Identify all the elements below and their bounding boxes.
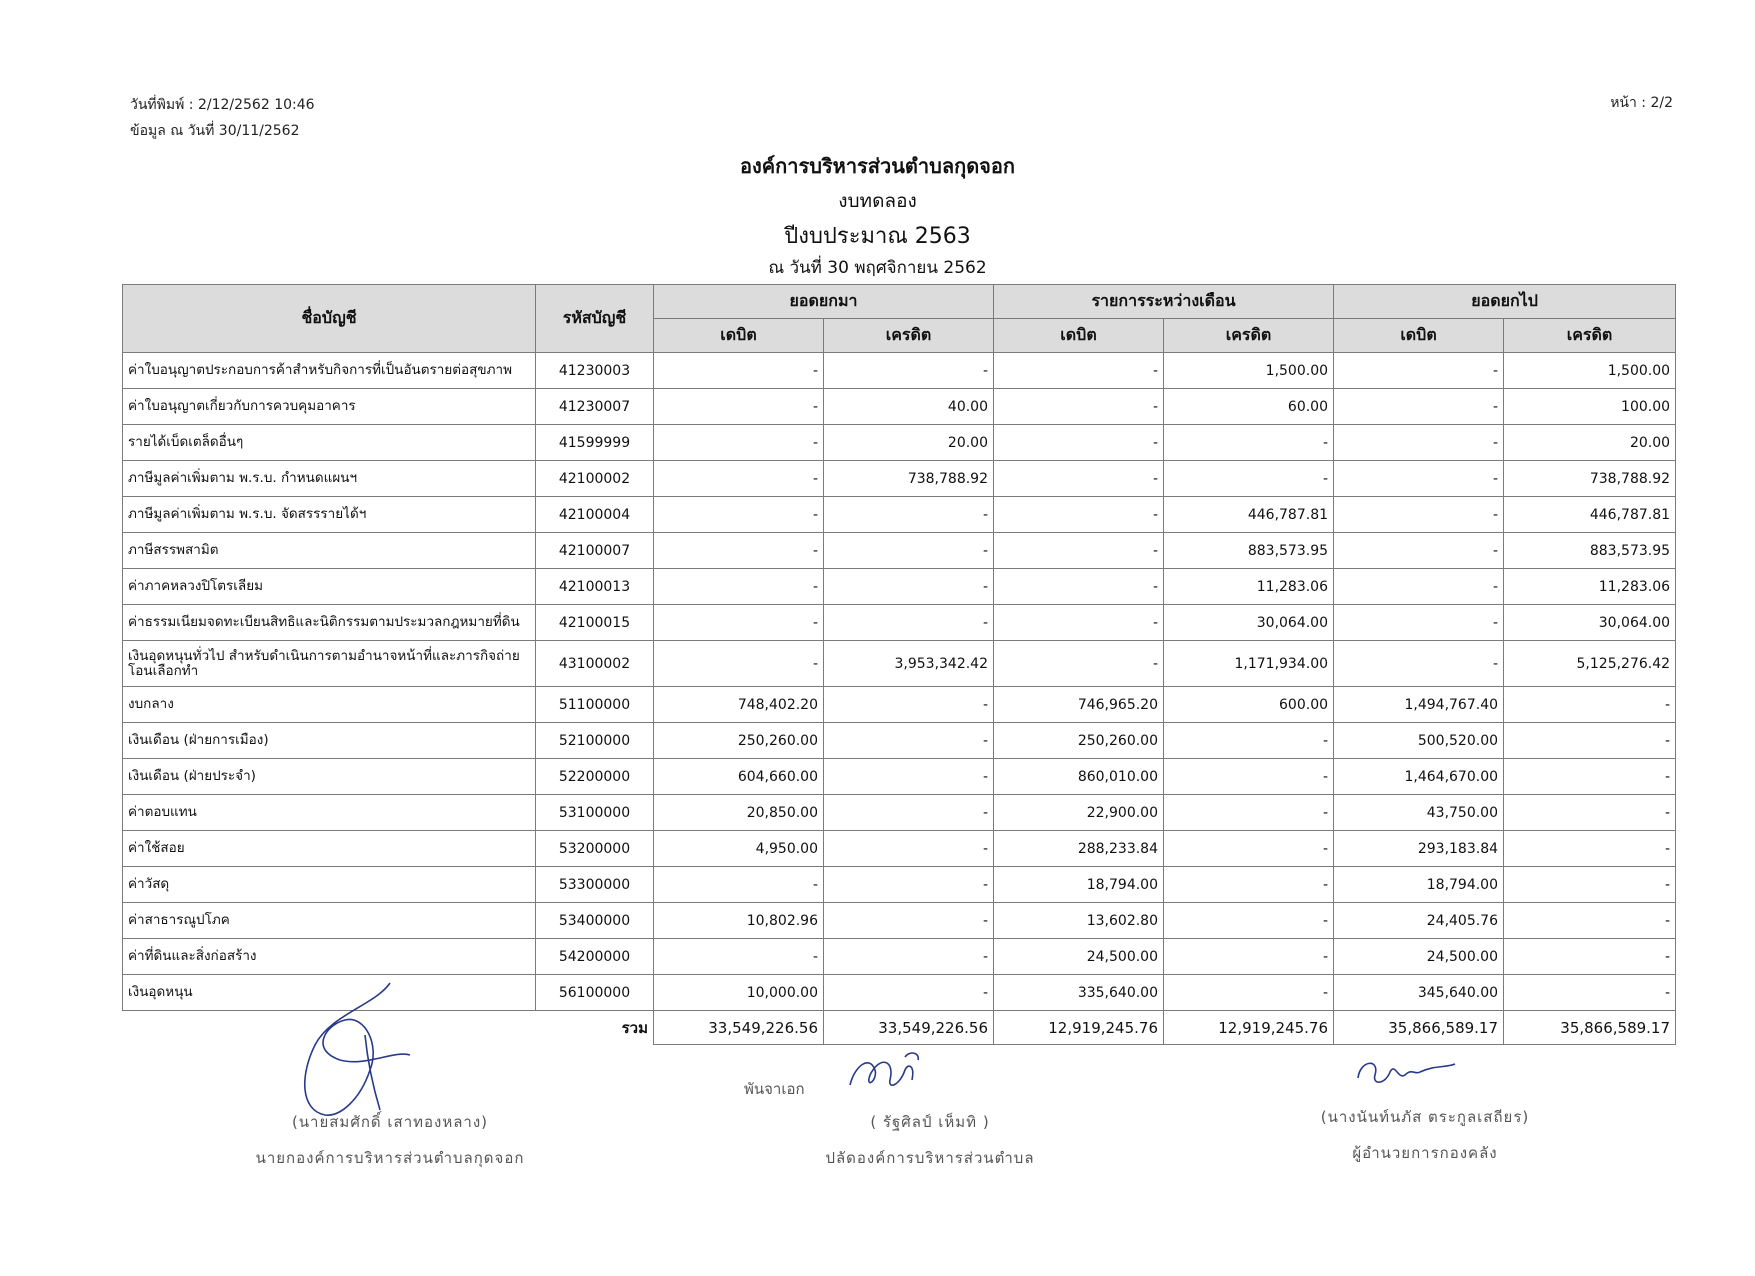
- bf-debit-cell: 748,402.20: [654, 687, 824, 723]
- cf-credit-cell: 11,283.06: [1504, 569, 1676, 605]
- table-row: [123, 533, 1676, 569]
- month-credit-cell: 600.00: [1164, 687, 1334, 723]
- table-row: [123, 687, 1676, 723]
- cf-debit-cell: 293,183.84: [1334, 831, 1504, 867]
- month-debit-cell: 24,500.00: [994, 939, 1164, 975]
- cf-credit-cell: 5,125,276.42: [1504, 641, 1676, 687]
- bf-debit-cell: 10,000.00: [654, 975, 824, 1011]
- bf-debit-cell: 4,950.00: [654, 831, 824, 867]
- bf-debit-cell: 20,850.00: [654, 795, 824, 831]
- signature-2-scribble: [840, 1045, 940, 1100]
- account-name-cell: งบกลาง: [123, 687, 536, 723]
- bf-debit-cell: -: [654, 389, 824, 425]
- as-of-date: ณ วันที่ 30 พฤศจิกายน 2562: [768, 258, 987, 278]
- account-code-cell: 53300000: [536, 867, 654, 903]
- month-debit-cell: -: [994, 353, 1164, 389]
- account-code-cell: 41599999: [536, 425, 654, 461]
- cf-debit-cell: 24,405.76: [1334, 903, 1504, 939]
- table-row: [123, 605, 1676, 641]
- account-code-cell: 42100015: [536, 605, 654, 641]
- table-row: [123, 497, 1676, 533]
- bf-debit-cell: -: [654, 939, 824, 975]
- month-credit-cell: 1,171,934.00: [1164, 641, 1334, 687]
- total-bf-credit: 33,549,226.56: [824, 1011, 994, 1045]
- signature-block-clerk: [810, 1110, 1050, 1170]
- table-row: [123, 903, 1676, 939]
- month-credit-cell: 1,500.00: [1164, 353, 1334, 389]
- account-name-cell: ภาษีมูลค่าเพิ่มตาม พ.ร.บ. กำหนดแผนฯ: [123, 461, 536, 497]
- signer-3-name: (นางนันท์นภัส ตระกูลเสถียร): [1320, 1108, 1530, 1126]
- month-debit-cell: 860,010.00: [994, 759, 1164, 795]
- account-name-cell: รายได้เบ็ดเตล็ดอื่นๆ: [123, 425, 536, 461]
- month-credit-cell: -: [1164, 831, 1334, 867]
- month-debit-cell: 22,900.00: [994, 795, 1164, 831]
- bf-debit-cell: -: [654, 533, 824, 569]
- bf-credit-cell: -: [824, 605, 994, 641]
- table-body: [123, 353, 1676, 1011]
- month-credit-cell: 446,787.81: [1164, 497, 1334, 533]
- bf-credit-cell: -: [824, 975, 994, 1011]
- month-debit-cell: -: [994, 569, 1164, 605]
- bf-credit-cell: -: [824, 569, 994, 605]
- header-credit: เครดิต: [824, 319, 994, 353]
- bf-debit-cell: -: [654, 497, 824, 533]
- signer-2-rank: พันจาเอก: [744, 1080, 805, 1098]
- cf-debit-cell: 345,640.00: [1334, 975, 1504, 1011]
- cf-debit-cell: 24,500.00: [1334, 939, 1504, 975]
- cf-credit-cell: 883,573.95: [1504, 533, 1676, 569]
- month-debit-cell: 746,965.20: [994, 687, 1164, 723]
- month-credit-cell: -: [1164, 975, 1334, 1011]
- month-debit-cell: -: [994, 533, 1164, 569]
- bf-credit-cell: -: [824, 831, 994, 867]
- cf-debit-cell: -: [1334, 605, 1504, 641]
- bf-credit-cell: -: [824, 939, 994, 975]
- header-debit: เดบิต: [1334, 319, 1504, 353]
- bf-debit-cell: -: [654, 569, 824, 605]
- page-number: หน้า : 2/2: [1610, 95, 1673, 111]
- table-row: [123, 867, 1676, 903]
- cf-credit-cell: 30,064.00: [1504, 605, 1676, 641]
- month-credit-cell: 30,064.00: [1164, 605, 1334, 641]
- account-code-cell: 53200000: [536, 831, 654, 867]
- month-debit-cell: -: [994, 425, 1164, 461]
- account-name-cell: เงินอุดหนุน: [123, 975, 536, 1011]
- header-account-code: รหัสบัญชี: [536, 285, 654, 353]
- account-name-cell: ภาษีสรรพสามิต: [123, 533, 536, 569]
- month-debit-cell: -: [994, 497, 1164, 533]
- header-credit: เครดิต: [1504, 319, 1676, 353]
- bf-credit-cell: -: [824, 795, 994, 831]
- bf-credit-cell: -: [824, 723, 994, 759]
- cf-credit-cell: -: [1504, 867, 1676, 903]
- cf-debit-cell: -: [1334, 641, 1504, 687]
- bf-debit-cell: -: [654, 425, 824, 461]
- cf-debit-cell: 43,750.00: [1334, 795, 1504, 831]
- bf-debit-cell: 604,660.00: [654, 759, 824, 795]
- month-credit-cell: -: [1164, 903, 1334, 939]
- month-credit-cell: -: [1164, 759, 1334, 795]
- account-code-cell: 43100002: [536, 641, 654, 687]
- cf-debit-cell: -: [1334, 461, 1504, 497]
- month-credit-cell: -: [1164, 723, 1334, 759]
- table-row: [123, 759, 1676, 795]
- bf-credit-cell: -: [824, 867, 994, 903]
- month-debit-cell: -: [994, 605, 1164, 641]
- bf-debit-cell: -: [654, 461, 824, 497]
- signature-block-finance: [1295, 1105, 1555, 1165]
- cf-credit-cell: -: [1504, 939, 1676, 975]
- cf-debit-cell: -: [1334, 497, 1504, 533]
- account-name-cell: ค่าใช้สอย: [123, 831, 536, 867]
- month-credit-cell: -: [1164, 425, 1334, 461]
- account-name-cell: ภาษีมูลค่าเพิ่มตาม พ.ร.บ. จัดสรรรายได้ฯ: [123, 497, 536, 533]
- account-name-cell: ค่าตอบแทน: [123, 795, 536, 831]
- account-code-cell: 54200000: [536, 939, 654, 975]
- print-date: วันที่พิมพ์ : 2/12/2562 10:46: [130, 97, 315, 113]
- month-debit-cell: -: [994, 641, 1164, 687]
- table-row: [123, 353, 1676, 389]
- table-row: [123, 795, 1676, 831]
- bf-credit-cell: 40.00: [824, 389, 994, 425]
- cf-debit-cell: -: [1334, 569, 1504, 605]
- account-code-cell: 41230003: [536, 353, 654, 389]
- total-cf-debit: 35,866,589.17: [1334, 1011, 1504, 1045]
- signature-3-scribble: [1350, 1050, 1460, 1095]
- total-bf-debit: 33,549,226.56: [654, 1011, 824, 1045]
- account-name-cell: เงินเดือน (ฝ่ายประจำ): [123, 759, 536, 795]
- account-name-cell: ค่าวัสดุ: [123, 867, 536, 903]
- account-name-cell: ค่าที่ดินและสิ่งก่อสร้าง: [123, 939, 536, 975]
- report-title: งบทดลอง: [838, 190, 917, 212]
- signature-block-mayor: [225, 1110, 555, 1170]
- month-debit-cell: 335,640.00: [994, 975, 1164, 1011]
- month-debit-cell: -: [994, 461, 1164, 497]
- total-label: รวม: [536, 1011, 654, 1045]
- account-name-cell: เงินเดือน (ฝ่ายการเมือง): [123, 723, 536, 759]
- account-code-cell: 52100000: [536, 723, 654, 759]
- total-month-credit: 12,919,245.76: [1164, 1011, 1334, 1045]
- data-date: ข้อมูล ณ วันที่ 30/11/2562: [130, 123, 300, 139]
- bf-credit-cell: -: [824, 497, 994, 533]
- organization-title: องค์การบริหารส่วนตำบลกุดจอก: [739, 154, 1016, 178]
- cf-credit-cell: 1,500.00: [1504, 353, 1676, 389]
- month-debit-cell: 250,260.00: [994, 723, 1164, 759]
- month-credit-cell: 883,573.95: [1164, 533, 1334, 569]
- signer-3-position: ผู้อำนวยการกองคลัง: [1352, 1144, 1498, 1162]
- signature-1-scribble: [270, 975, 440, 1125]
- total-cf-credit: 35,866,589.17: [1504, 1011, 1676, 1045]
- signer-1-name: (นายสมศักดิ์ เสาทองหลาง): [291, 1113, 489, 1131]
- month-debit-cell: 18,794.00: [994, 867, 1164, 903]
- header-during-month: รายการระหว่างเดือน: [994, 285, 1334, 319]
- account-code-cell: 53400000: [536, 903, 654, 939]
- bf-debit-cell: 250,260.00: [654, 723, 824, 759]
- total-month-debit: 12,919,245.76: [994, 1011, 1164, 1045]
- bf-credit-cell: 3,953,342.42: [824, 641, 994, 687]
- month-debit-cell: 288,233.84: [994, 831, 1164, 867]
- bf-credit-cell: -: [824, 353, 994, 389]
- signer-2-name: ( รัฐศิลป์ เห็มทิ ): [870, 1113, 990, 1131]
- account-code-cell: 56100000: [536, 975, 654, 1011]
- header-debit: เดบิต: [654, 319, 824, 353]
- cf-credit-cell: -: [1504, 831, 1676, 867]
- cf-credit-cell: -: [1504, 903, 1676, 939]
- header-carried-forward: ยอดยกไป: [1334, 285, 1676, 319]
- cf-credit-cell: -: [1504, 759, 1676, 795]
- account-code-cell: 42100004: [536, 497, 654, 533]
- month-credit-cell: 11,283.06: [1164, 569, 1334, 605]
- bf-debit-cell: 10,802.96: [654, 903, 824, 939]
- header-account-name: ชื่อบัญชี: [123, 285, 536, 353]
- account-name-cell: ค่าภาคหลวงปิโตรเลียม: [123, 569, 536, 605]
- cf-credit-cell: -: [1504, 723, 1676, 759]
- account-code-cell: 42100002: [536, 461, 654, 497]
- cf-debit-cell: -: [1334, 389, 1504, 425]
- bf-credit-cell: -: [824, 759, 994, 795]
- cf-credit-cell: 20.00: [1504, 425, 1676, 461]
- cf-debit-cell: 18,794.00: [1334, 867, 1504, 903]
- cf-credit-cell: -: [1504, 687, 1676, 723]
- month-debit-cell: -: [994, 389, 1164, 425]
- account-name-cell: ค่าสาธารณูปโภค: [123, 903, 536, 939]
- fiscal-year: ปีงบประมาณ 2563: [784, 224, 971, 249]
- cf-credit-cell: -: [1504, 795, 1676, 831]
- trial-balance-table: [122, 284, 1676, 1045]
- account-code-cell: 42100013: [536, 569, 654, 605]
- account-code-cell: 42100007: [536, 533, 654, 569]
- signer-2-position: ปลัดองค์การบริหารส่วนตำบล: [825, 1149, 1035, 1167]
- account-code-cell: 51100000: [536, 687, 654, 723]
- bf-credit-cell: 738,788.92: [824, 461, 994, 497]
- account-name-cell: ค่าใบอนุญาตเกี่ยวกับการควบคุมอาคาร: [123, 389, 536, 425]
- month-credit-cell: -: [1164, 461, 1334, 497]
- month-credit-cell: -: [1164, 939, 1334, 975]
- account-code-cell: 41230007: [536, 389, 654, 425]
- cf-debit-cell: 1,464,670.00: [1334, 759, 1504, 795]
- cf-credit-cell: 738,788.92: [1504, 461, 1676, 497]
- account-name-cell: ค่าใบอนุญาตประกอบการค้าสำหรับกิจการที่เป็นอันตรายต่อสุขภาพ: [123, 353, 536, 389]
- table-row: [123, 641, 1676, 687]
- table-row: [123, 939, 1676, 975]
- bf-debit-cell: -: [654, 641, 824, 687]
- bf-credit-cell: -: [824, 687, 994, 723]
- cf-debit-cell: -: [1334, 425, 1504, 461]
- cf-credit-cell: -: [1504, 975, 1676, 1011]
- table-row: [123, 425, 1676, 461]
- bf-debit-cell: -: [654, 353, 824, 389]
- account-code-cell: 53100000: [536, 795, 654, 831]
- month-debit-cell: 13,602.80: [994, 903, 1164, 939]
- bf-credit-cell: 20.00: [824, 425, 994, 461]
- cf-debit-cell: -: [1334, 353, 1504, 389]
- account-name-cell: เงินอุดหนุนทั่วไป สำหรับดำเนินการตามอำนาจหน้าที่และภารกิจถ่ายโอนเลือกทำ: [123, 641, 536, 687]
- cf-credit-cell: 446,787.81: [1504, 497, 1676, 533]
- cf-debit-cell: -: [1334, 533, 1504, 569]
- cf-debit-cell: 1,494,767.40: [1334, 687, 1504, 723]
- cf-credit-cell: 100.00: [1504, 389, 1676, 425]
- month-credit-cell: -: [1164, 867, 1334, 903]
- account-code-cell: 52200000: [536, 759, 654, 795]
- signer-1-position: นายกองค์การบริหารส่วนตำบลกุดจอก: [255, 1149, 525, 1167]
- month-credit-cell: 60.00: [1164, 389, 1334, 425]
- month-credit-cell: -: [1164, 795, 1334, 831]
- header-brought-forward: ยอดยกมา: [654, 285, 994, 319]
- table-row: [123, 723, 1676, 759]
- table-row: [123, 389, 1676, 425]
- bf-credit-cell: -: [824, 903, 994, 939]
- bf-debit-cell: -: [654, 605, 824, 641]
- account-name-cell: ค่าธรรมเนียมจดทะเบียนสิทธิและนิติกรรมตามประมวลกฎหมายที่ดิน: [123, 605, 536, 641]
- bf-debit-cell: -: [654, 867, 824, 903]
- table-row: [123, 461, 1676, 497]
- table-row: [123, 831, 1676, 867]
- table-row: [123, 569, 1676, 605]
- cf-debit-cell: 500,520.00: [1334, 723, 1504, 759]
- bf-credit-cell: -: [824, 533, 994, 569]
- header-credit: เครดิต: [1164, 319, 1334, 353]
- header-debit: เดบิต: [994, 319, 1164, 353]
